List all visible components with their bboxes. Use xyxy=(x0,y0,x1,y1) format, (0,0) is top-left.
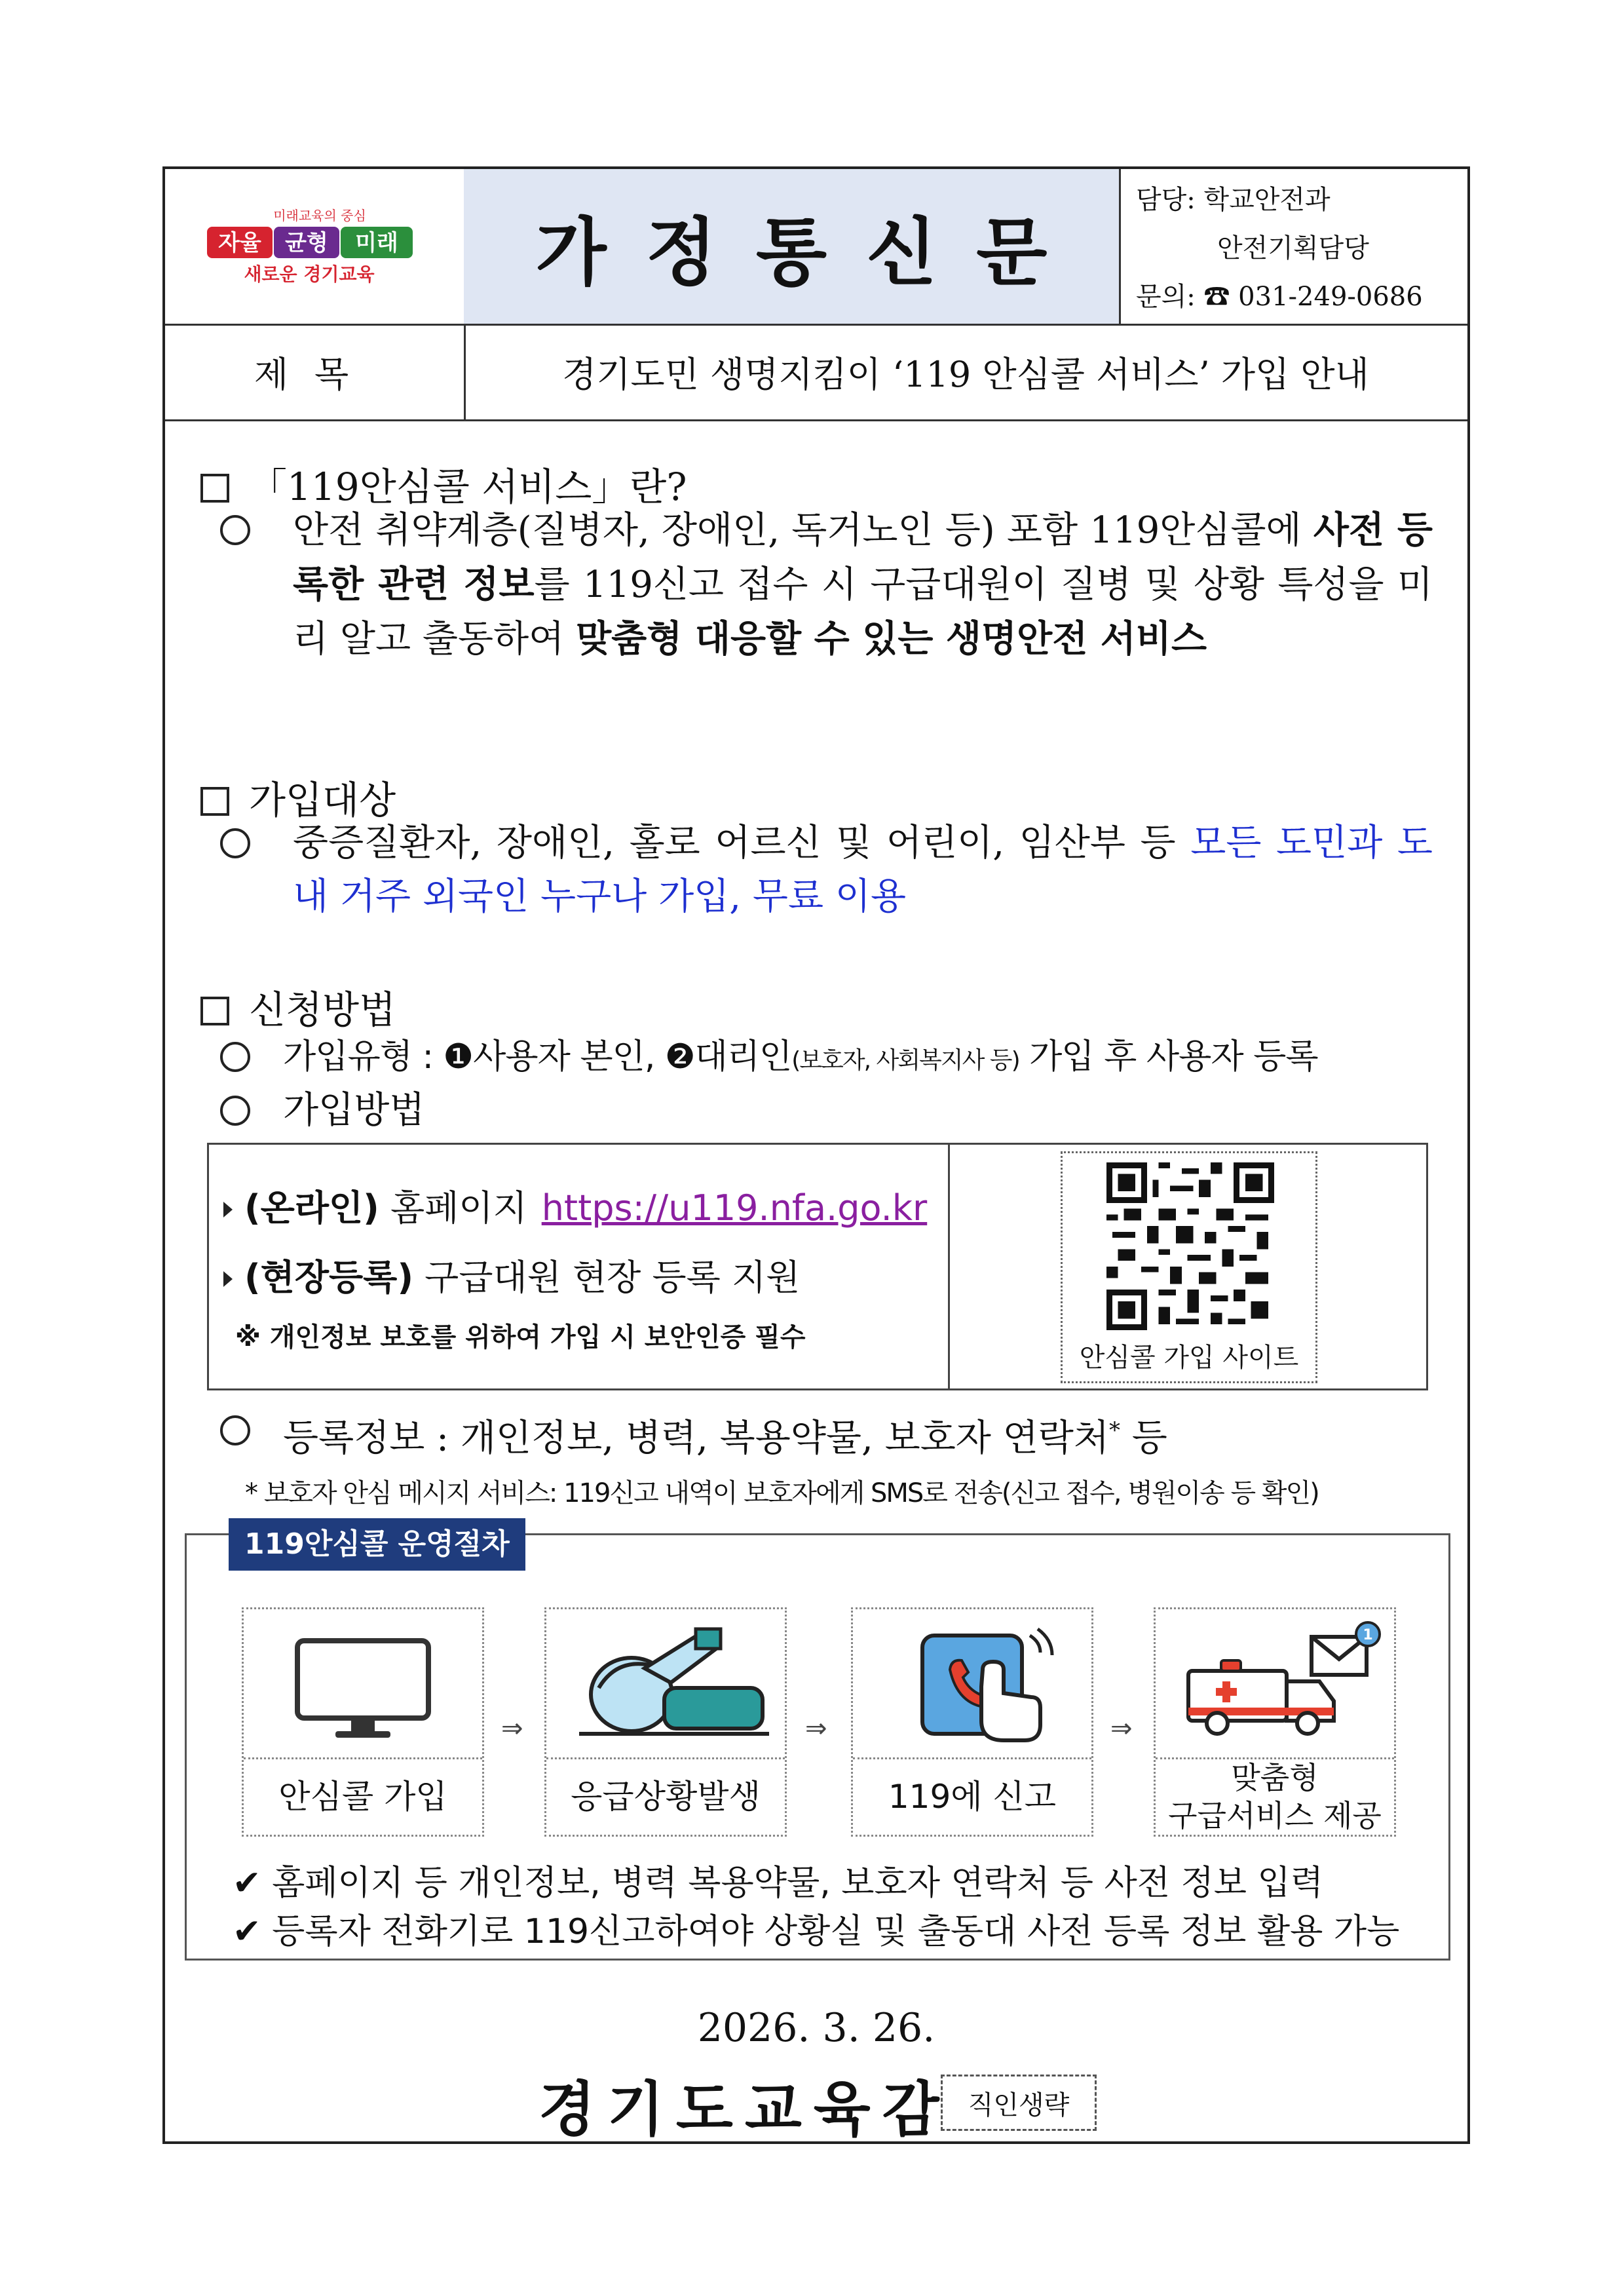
join-method-box xyxy=(207,1143,1428,1390)
square-bullet-icon xyxy=(200,997,229,1025)
contact-cell xyxy=(1119,169,1467,324)
subject-text: 경기도민 생명지킴이 ‘119 안심콜 서비스’ 가입 안내 xyxy=(562,353,1369,395)
section-apply-heading: 신청방법 xyxy=(200,979,396,1034)
svg-text:자율: 자율 xyxy=(218,230,261,256)
arrow-right-icon: ⇒ xyxy=(501,1713,523,1744)
svg-text:1: 1 xyxy=(1363,1627,1373,1643)
step-emergency xyxy=(544,1607,787,1837)
section-target-heading: 가입대상 xyxy=(200,769,396,824)
procedure-check-item: ✔ 등록자 전화기로 119신고하여야 상황실 및 출동대 사전 등록 정보 활용 가능 xyxy=(233,1912,1400,1951)
gyeonggi-education-logo xyxy=(165,169,464,324)
title-cell xyxy=(464,169,1121,324)
step-label: 안심콜 가입 xyxy=(278,1778,447,1816)
notice-frame: 미래교육의 중심 자율 균형 미래 새로운 경기교육 가정통신문 담당: 학교안전과 안전기획담당 문의: ☎ 031-249-0686 제목 경기도민 생명지킴이 ‘119 안심콜 서비스’ 가입 안내 「119안심콜 서비스」란? 안전 취약계층(질병자, 장애인, 독거노인 등) 포함 119안심콜에 사전 등록한 관련 정보를 119신고 접수 시 구급대원이 질병 및 상황 특성을 미리 알고 출동하여 맞춤형 대응할 수 있는 생명안전 서비스 가입대상 중증질환자, 장애인, 홀로 어르신 및 어린이, 임산부 등 모든 도민과 도내 거주 외국인 누구나 가입, 무료 이용 신청방법 가입유형 : ❶사용자 본인, ❷대리인(보호자, 사회복지사 등) 가입 후 사용자 등록 가입방법 (온라인) 홈페이지 https://u119.nfa.go.kr (현장등록) 구급대원 현장 등록 지원 ※ 개인정보 보호를 위하여 가입 시 보안인증 필수 안심콜 가입 사이트 등록정보 : 개인정보, 병력, 복용약물, 보호자 연락처* 등 * 보호자 안심 메시지 서비스: 119신고 내역이 보호자에게 SMS로 전송(신고 접수, 병원이송 등 확인) 119안심콜 운영절차 안심콜 가입 ⇒ 응급상황발생 ⇒ 119에 신고 ⇒ 1 맞춤형 구급서비스 제공 ✔ 홈페이지 등 개인정보, 병력 복용약물, 보호자 연락처 등 사전 정보 입력 ✔ 등록자 전화기로 119신고하여야 상황실 및 출동대 사전 등록 정보 활용 가능 2026. 3. 26. 경기도교육감 직인생략 xyxy=(162,166,1470,2144)
contact-department: 담당: 학교안전과 xyxy=(1136,185,1331,215)
monitor-icon xyxy=(244,1609,482,1755)
circle-bullet-icon xyxy=(220,515,250,545)
subject-row xyxy=(165,324,1467,421)
step-service xyxy=(1154,1607,1396,1837)
phone-call-icon xyxy=(853,1609,1091,1755)
step-signup xyxy=(242,1607,484,1837)
svg-text:새로운 경기교육: 새로운 경기교육 xyxy=(244,263,375,285)
guardian-sms-note: * 보호자 안심 메시지 서비스: 119신고 내역이 보호자에게 SMS로 전송(신고 접수, 병원이송 등 확인) xyxy=(245,1478,1319,1508)
join-method-options xyxy=(209,1145,950,1388)
procedure-box xyxy=(185,1527,1450,1961)
svg-text:미래교육의 중심: 미래교육의 중심 xyxy=(273,208,366,223)
signup-url-link[interactable]: https://u119.nfa.go.kr xyxy=(541,1187,928,1229)
arrow-right-icon: ⇒ xyxy=(1110,1713,1133,1744)
circle-bullet-icon xyxy=(220,1096,250,1126)
check-icon: ✔ xyxy=(233,1864,261,1903)
procedure-check-item: ✔ 홈페이지 등 개인정보, 병력 복용약물, 보호자 연락처 등 사전 정보 입력 xyxy=(233,1864,1323,1903)
step-report xyxy=(851,1607,1093,1837)
ambulance-icon xyxy=(1156,1609,1394,1755)
seal-omitted-stamp: 직인생략 xyxy=(941,2075,1097,2131)
section-what-heading: 「119안심콜 서비스」란? xyxy=(200,456,687,511)
notice-date: 2026. 3. 26. xyxy=(697,2005,935,2051)
circle-bullet-icon xyxy=(220,1415,250,1445)
arrow-right-icon: ⇒ xyxy=(805,1713,827,1744)
page-title: 가정통신문 xyxy=(535,210,1087,296)
square-bullet-icon xyxy=(200,787,229,816)
check-icon: ✔ xyxy=(233,1912,261,1951)
procedure-tab: 119안심콜 운영절차 xyxy=(229,1518,525,1571)
square-bullet-icon xyxy=(200,474,229,503)
circle-bullet-icon xyxy=(220,1042,250,1072)
triangle-bullet-icon xyxy=(223,1202,233,1217)
circle-bullet-icon xyxy=(220,828,250,858)
qr-code-icon[interactable] xyxy=(1097,1162,1284,1330)
step-label: 응급상황발생 xyxy=(571,1778,761,1816)
qr-caption: 안심콜 가입 사이트 xyxy=(1079,1343,1299,1373)
subject-label: 제목 xyxy=(165,324,466,419)
onsite-option: (현장등록) 구급대원 현장 등록 지원 xyxy=(223,1250,800,1300)
qr-code-box xyxy=(1061,1151,1317,1383)
signer-name: 경기도교육감 xyxy=(538,2075,951,2144)
header-row xyxy=(165,169,1467,326)
contact-team: 안전기획담당 xyxy=(1217,233,1369,263)
online-option: (온라인) 홈페이지 https://u119.nfa.go.kr xyxy=(223,1180,927,1231)
contact-phone: 문의: ☎ 031-249-0686 xyxy=(1136,282,1423,312)
step-label: 119에 신고 xyxy=(888,1778,1057,1816)
step-label: 맞춤형 구급서비스 제공 xyxy=(1168,1760,1382,1833)
triangle-bullet-icon xyxy=(223,1271,233,1287)
patient-icon xyxy=(546,1609,785,1755)
svg-text:미래: 미래 xyxy=(355,230,398,256)
security-note: ※ 개인정보 보호를 위하여 가입 시 보안인증 필수 xyxy=(235,1322,806,1352)
svg-text:균형: 균형 xyxy=(285,230,328,256)
logo-cell xyxy=(165,169,466,324)
